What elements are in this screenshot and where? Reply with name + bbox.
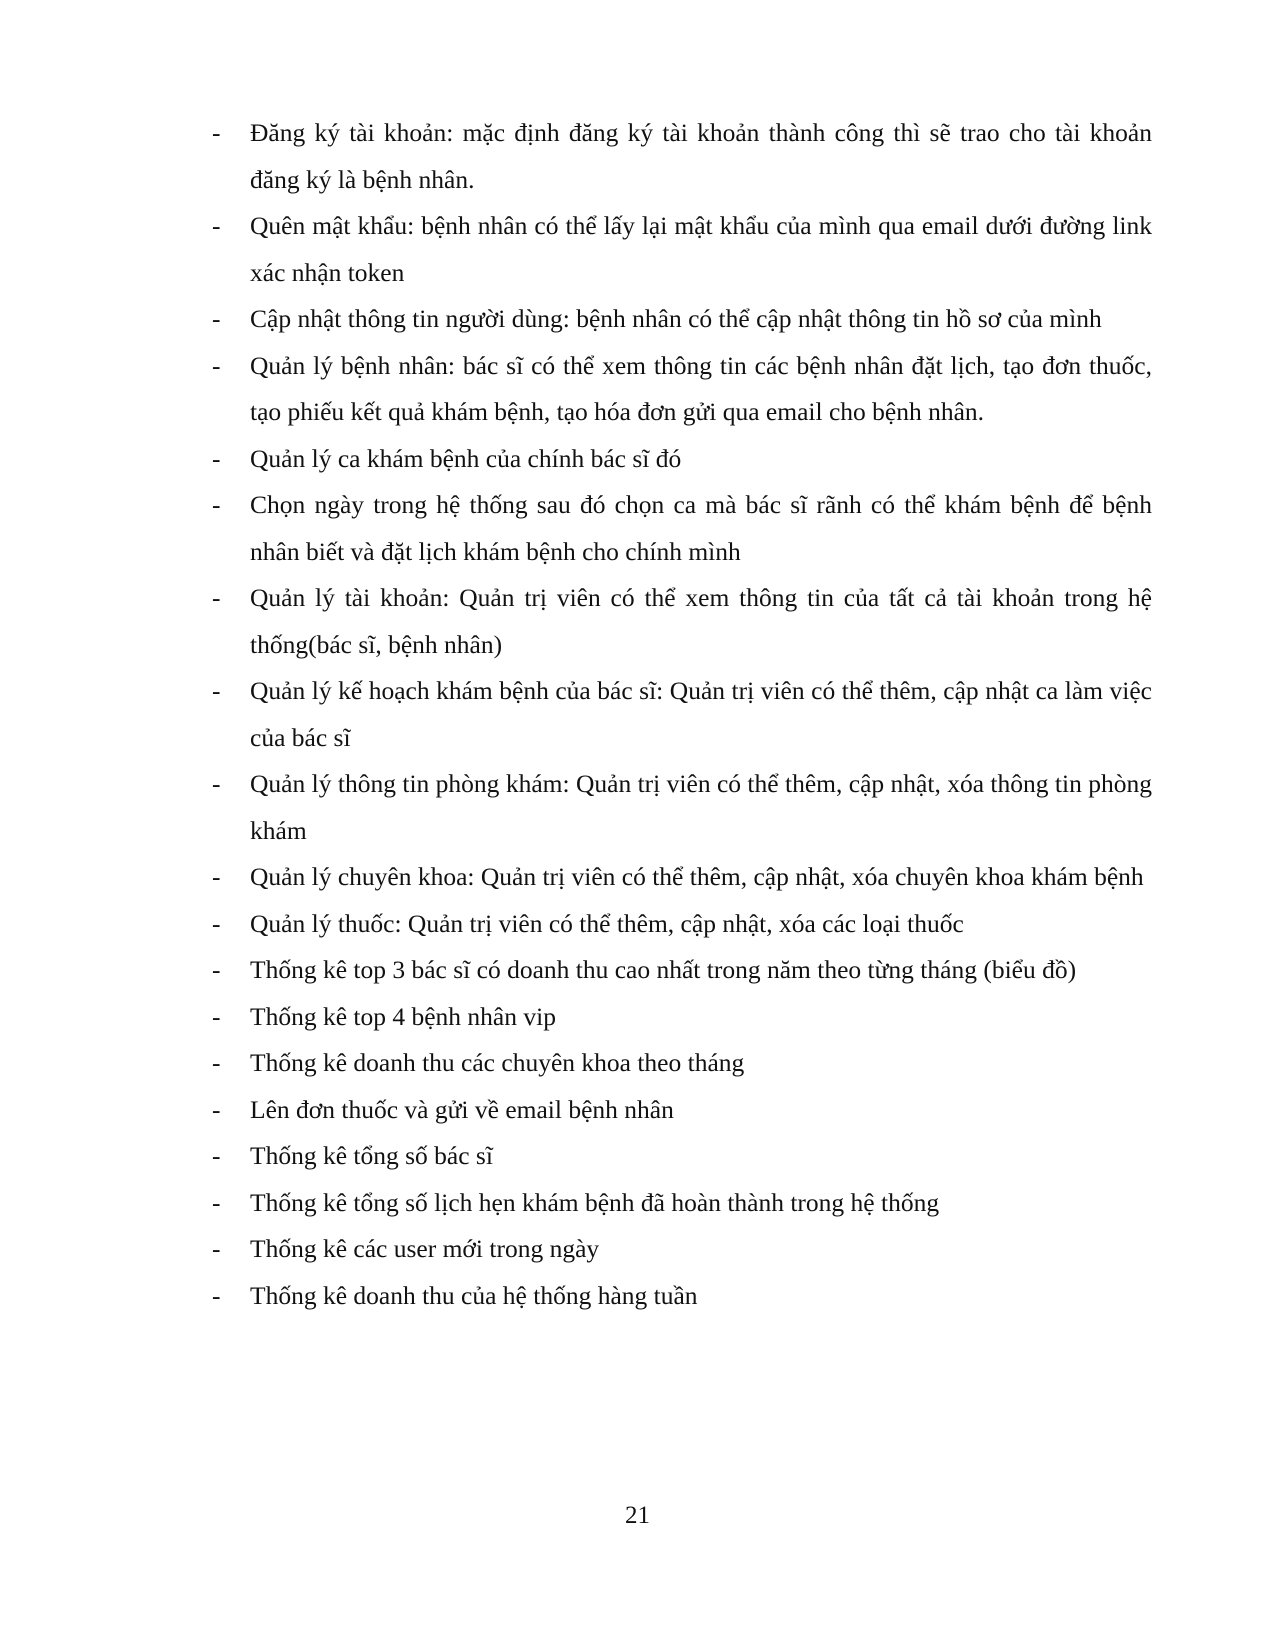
bullet-dash: -: [212, 1094, 221, 1124]
list-item-text: Quên mật khẩu: bệnh nhân có thể lấy lại mật khẩu của mình qua email dưới đường link xác nhận token: [250, 211, 1152, 287]
page-number: 21: [625, 1502, 650, 1529]
list-item: [212, 575, 1152, 668]
list-item-text: Chọn ngày trong hệ thống sau đó chọn ca mà bác sĩ rãnh có thể khám bệnh để bệnh nhân biết và đặt lịch khám bệnh cho chính mình: [250, 490, 1152, 566]
list-item: [212, 668, 1152, 761]
list-item-text: Đăng ký tài khoản: mặc định đăng ký tài khoản thành công thì sẽ trao cho tài khoản đăng ký là bệnh nhân.: [250, 118, 1152, 194]
list-item: [212, 1180, 1152, 1227]
bullet-dash: -: [212, 676, 221, 705]
bullet-dash: -: [212, 1141, 221, 1170]
list-item: [212, 901, 1152, 948]
list-item-text: Quản lý tài khoản: Quản trị viên có thể xem thông tin của tất cả tài khoản trong hệ thống(bác sĩ, bệnh nhân): [250, 583, 1152, 659]
bullet-dash: -: [212, 304, 221, 333]
list-item-text: Thống kê top 3 bác sĩ có doanh thu cao nhất trong năm theo từng tháng (biểu đồ): [250, 955, 1077, 984]
list-item-text: Thống kê top 4 bệnh nhân vip: [250, 1001, 556, 1031]
bullet-dash: -: [212, 1280, 221, 1310]
bullet-dash: -: [212, 211, 221, 240]
list-item-text: Quản lý chuyên khoa: Quản trị viên có thể thêm, cập nhật, xóa chuyên khoa khám bệnh: [250, 862, 1144, 891]
list-item-text: Quản lý kế hoạch khám bệnh của bác sĩ: Quản trị viên có thể thêm, cập nhật ca làm việc của bác sĩ: [250, 676, 1152, 752]
list-item-text: Quản lý bệnh nhân: bác sĩ có thể xem thông tin các bệnh nhân đặt lịch, tạo đơn thuốc, tạo phiếu kết quả khám bệnh, tạo hóa đơn gửi qua email cho bệnh nhân.: [250, 350, 1152, 426]
bullet-dash: -: [212, 490, 221, 519]
list-item-text: Lên đơn thuốc và gửi về email bệnh nhân: [250, 1094, 674, 1124]
bullet-dash: -: [212, 1187, 221, 1217]
bullet-dash: -: [212, 955, 221, 984]
list-item: [212, 296, 1152, 343]
list-item: [212, 1087, 1152, 1134]
list-item: [212, 854, 1152, 901]
bullet-dash: -: [212, 1234, 221, 1263]
list-item: [212, 436, 1152, 483]
list-item-text: Thống kê doanh thu các chuyên khoa theo tháng: [250, 1048, 745, 1077]
list-item-text: Thống kê tổng số bác sĩ: [250, 1141, 493, 1170]
list-item: [212, 482, 1152, 575]
list-item-text: Quản lý thông tin phòng khám: Quản trị viên có thể thêm, cập nhật, xóa thông tin phòng khám: [250, 769, 1152, 845]
list-item-text: Thống kê tổng số lịch hẹn khám bệnh đã hoàn thành trong hệ thống: [250, 1187, 940, 1217]
list-item-text: Thống kê các user mới trong ngày: [250, 1234, 600, 1263]
bullet-dash: -: [212, 908, 221, 938]
bullet-dash: -: [212, 1048, 221, 1077]
bullet-dash: -: [212, 350, 221, 380]
bullet-dash: -: [212, 769, 221, 798]
list-item: [212, 761, 1152, 854]
list-item: [212, 1133, 1152, 1180]
list-item: [212, 947, 1152, 994]
bullet-dash: -: [212, 443, 221, 473]
list-item-text: Quản lý thuốc: Quản trị viên có thể thêm, cập nhật, xóa các loại thuốc: [250, 908, 964, 938]
list-item-text: Quản lý ca khám bệnh của chính bác sĩ đó: [250, 443, 682, 473]
bullet-dash: -: [212, 583, 221, 612]
list-item: [212, 1273, 1152, 1320]
list-item: [212, 343, 1152, 436]
feature-list: [212, 110, 1152, 1319]
bullet-dash: -: [212, 862, 221, 891]
list-item: [212, 1040, 1152, 1087]
bullet-dash: -: [212, 1001, 221, 1031]
list-item: [212, 1226, 1152, 1273]
bullet-dash: -: [212, 118, 221, 147]
list-item-text: Cập nhật thông tin người dùng: bệnh nhân có thể cập nhật thông tin hồ sơ của mình: [250, 304, 1102, 333]
list-item: [212, 110, 1152, 203]
list-item: [212, 203, 1152, 296]
list-item-text: Thống kê doanh thu của hệ thống hàng tuần: [250, 1280, 698, 1310]
list-item: [212, 994, 1152, 1041]
